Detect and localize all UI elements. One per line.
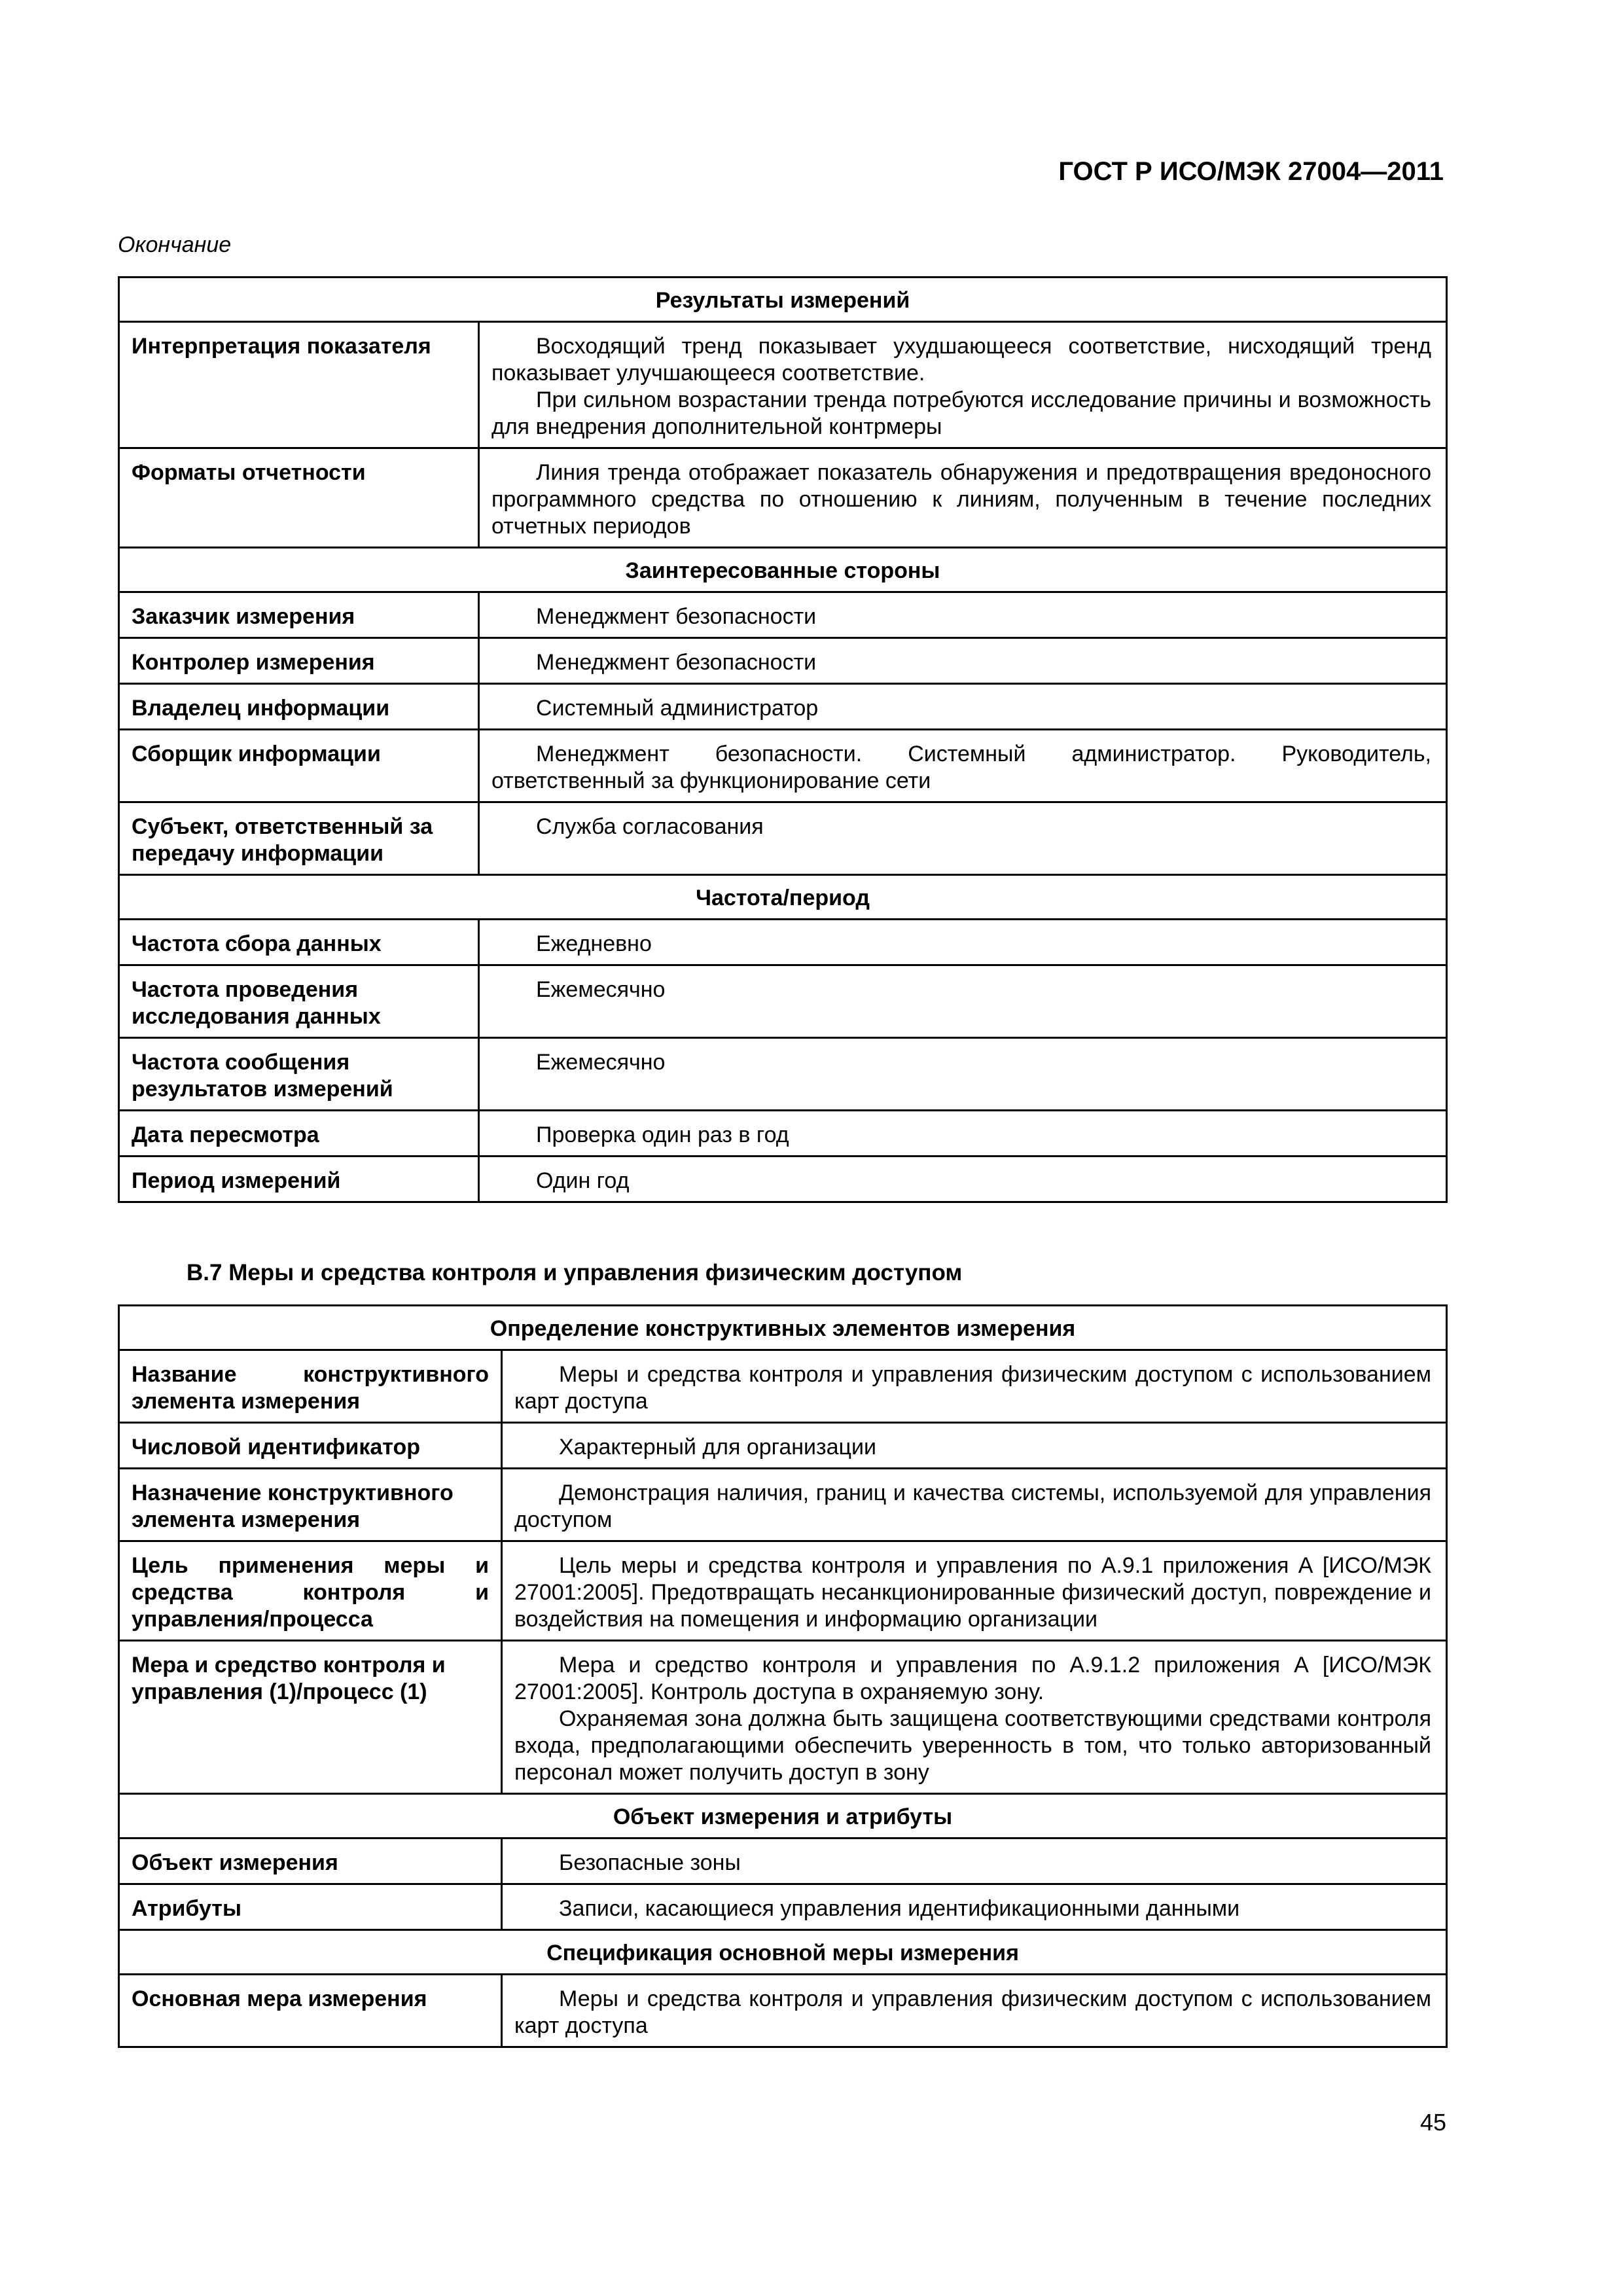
value-paragraph: Менеджмент безопасности	[536, 604, 817, 629]
row-label: Назначение конструктивного элемента измерения	[119, 1469, 502, 1541]
section-heading: Спецификация основной меры измерения	[119, 1930, 1447, 1975]
value-paragraph: Цель меры и средства контроля и управления по А.9.1 приложения А [ИСО/МЭК 27001:2005]. Предотвращать несанкционированные физический доступ, повреждение и воздействия на помещения и информацию организации	[514, 1553, 1431, 1632]
row-value	[479, 802, 1447, 875]
value-paragraph: Меры и средства контроля и управления физическим доступом с использованием карт доступа	[514, 1986, 1431, 2038]
row-value	[479, 1157, 1447, 1202]
value-paragraph: Один год	[536, 1168, 630, 1193]
row-label: Атрибуты	[119, 1884, 502, 1930]
continuation-label: Окончание	[118, 232, 232, 257]
section-row	[119, 278, 1447, 322]
row-label: Контролер измерения	[119, 638, 479, 684]
value-paragraph: Служба согласования	[536, 814, 764, 839]
section-row	[119, 875, 1447, 920]
row-value	[502, 1541, 1447, 1641]
value-paragraph: Характерный для организации	[559, 1435, 876, 1460]
value-paragraph: Ежемесячно	[536, 977, 666, 1002]
section-row	[119, 548, 1447, 592]
row-label: Владелец информации	[119, 684, 479, 730]
row-label: Субъект, ответственный за передачу информации	[119, 802, 479, 875]
table-row	[119, 1157, 1447, 1202]
section-row	[119, 1794, 1447, 1839]
row-label: Основная мера измерения	[119, 1975, 502, 2047]
table-row	[119, 920, 1447, 965]
document-header: ГОСТ Р ИСО/МЭК 27004—2011	[1058, 157, 1444, 186]
row-value	[479, 638, 1447, 684]
row-label: Частота сообщения результатов измерений	[119, 1038, 479, 1111]
table-row	[119, 1423, 1447, 1469]
row-value	[479, 920, 1447, 965]
value-paragraph: Мера и средство контроля и управления по А.9.1.2 приложения А [ИСО/МЭК 27001:2005]. Контроль доступа в охраняемую зону.	[514, 1653, 1431, 1704]
table-row	[119, 1839, 1447, 1884]
row-value	[502, 1423, 1447, 1469]
row-value	[479, 684, 1447, 730]
row-value	[479, 1111, 1447, 1157]
row-value	[479, 322, 1447, 448]
table-row	[119, 592, 1447, 638]
section-heading: Определение конструктивных элементов измерения	[119, 1306, 1447, 1350]
table-row	[119, 802, 1447, 875]
row-value	[479, 1038, 1447, 1111]
table-row	[119, 1038, 1447, 1111]
row-label: Частота сбора данных	[119, 920, 479, 965]
row-label: Период измерений	[119, 1157, 479, 1202]
row-value	[502, 1350, 1447, 1423]
value-paragraph: Линия тренда отображает показатель обнаружения и предотвращения вредоносного программного средства по отношению к линиям, полученным в течение последних отчетных периодов	[491, 460, 1431, 539]
row-label: Название конструктивного элемента измерения	[119, 1350, 502, 1423]
row-label: Объект измерения	[119, 1839, 502, 1884]
table-row	[119, 1884, 1447, 1930]
row-value	[479, 965, 1447, 1038]
table-row	[119, 730, 1447, 802]
measurement-results-table	[118, 276, 1448, 1203]
value-paragraph: Менеджмент безопасности. Системный администратор. Руководитель, ответственный за функционирование сети	[491, 742, 1431, 793]
row-label: Форматы отчетности	[119, 448, 479, 548]
section-subheading: В.7 Меры и средства контроля и управления физическим доступом	[187, 1260, 963, 1285]
section-row	[119, 1306, 1447, 1350]
row-value	[502, 1884, 1447, 1930]
section-heading: Заинтересованные стороны	[119, 548, 1447, 592]
page-number: 45	[1419, 2109, 1446, 2136]
value-paragraph: Ежедневно	[536, 931, 652, 956]
value-paragraph: Менеджмент безопасности	[536, 650, 817, 675]
table-row	[119, 1111, 1447, 1157]
section-heading: Объект измерения и атрибуты	[119, 1794, 1447, 1839]
value-paragraph: При сильном возрастании тренда потребуются исследование причины и возможность для внедрения дополнительной контрмеры	[491, 387, 1431, 439]
table-row	[119, 1641, 1447, 1794]
row-label: Мера и средство контроля и управления (1)/процесс (1)	[119, 1641, 502, 1794]
table-row	[119, 638, 1447, 684]
row-label: Интерпретация показателя	[119, 322, 479, 448]
value-paragraph: Демонстрация наличия, границ и качества системы, используемой для управления доступом	[514, 1480, 1431, 1532]
row-label: Частота проведения исследования данных	[119, 965, 479, 1038]
section-heading: Результаты измерений	[119, 278, 1447, 322]
row-value	[502, 1975, 1447, 2047]
table-row	[119, 1975, 1447, 2047]
row-label: Дата пересмотра	[119, 1111, 479, 1157]
table-row	[119, 1350, 1447, 1423]
section-row	[119, 1930, 1447, 1975]
value-paragraph: Меры и средства контроля и управления физическим доступом с использованием карт доступа	[514, 1362, 1431, 1414]
value-paragraph: Ежемесячно	[536, 1050, 666, 1075]
section-heading: Частота/период	[119, 875, 1447, 920]
value-paragraph: Системный администратор	[536, 696, 819, 721]
table-row	[119, 965, 1447, 1038]
value-paragraph: Проверка один раз в год	[536, 1122, 789, 1147]
table-row	[119, 1541, 1447, 1641]
row-label: Цель применения меры и средства контроля и управления/процесса	[119, 1541, 502, 1641]
row-label: Заказчик измерения	[119, 592, 479, 638]
row-value	[502, 1469, 1447, 1541]
row-label: Сборщик информации	[119, 730, 479, 802]
value-paragraph: Безопасные зоны	[559, 1850, 741, 1875]
table-row	[119, 1469, 1447, 1541]
physical-access-table	[118, 1304, 1448, 2048]
row-value	[479, 730, 1447, 802]
row-label: Числовой идентификатор	[119, 1423, 502, 1469]
row-value	[502, 1839, 1447, 1884]
table-row	[119, 322, 1447, 448]
table-row	[119, 448, 1447, 548]
table-row	[119, 684, 1447, 730]
row-value	[479, 592, 1447, 638]
row-value	[502, 1641, 1447, 1794]
value-paragraph: Охраняемая зона должна быть защищена соответствующими средствами контроля входа, предполагающими обеспечить уверенность в том, что только авторизованный персонал может получить доступ в зону	[514, 1706, 1431, 1785]
value-paragraph: Записи, касающиеся управления идентификационными данными	[559, 1896, 1240, 1921]
row-value	[479, 448, 1447, 548]
value-paragraph: Восходящий тренд показывает ухудшающееся соответствие, нисходящий тренд показывает улучшающееся соответствие.	[491, 334, 1431, 386]
